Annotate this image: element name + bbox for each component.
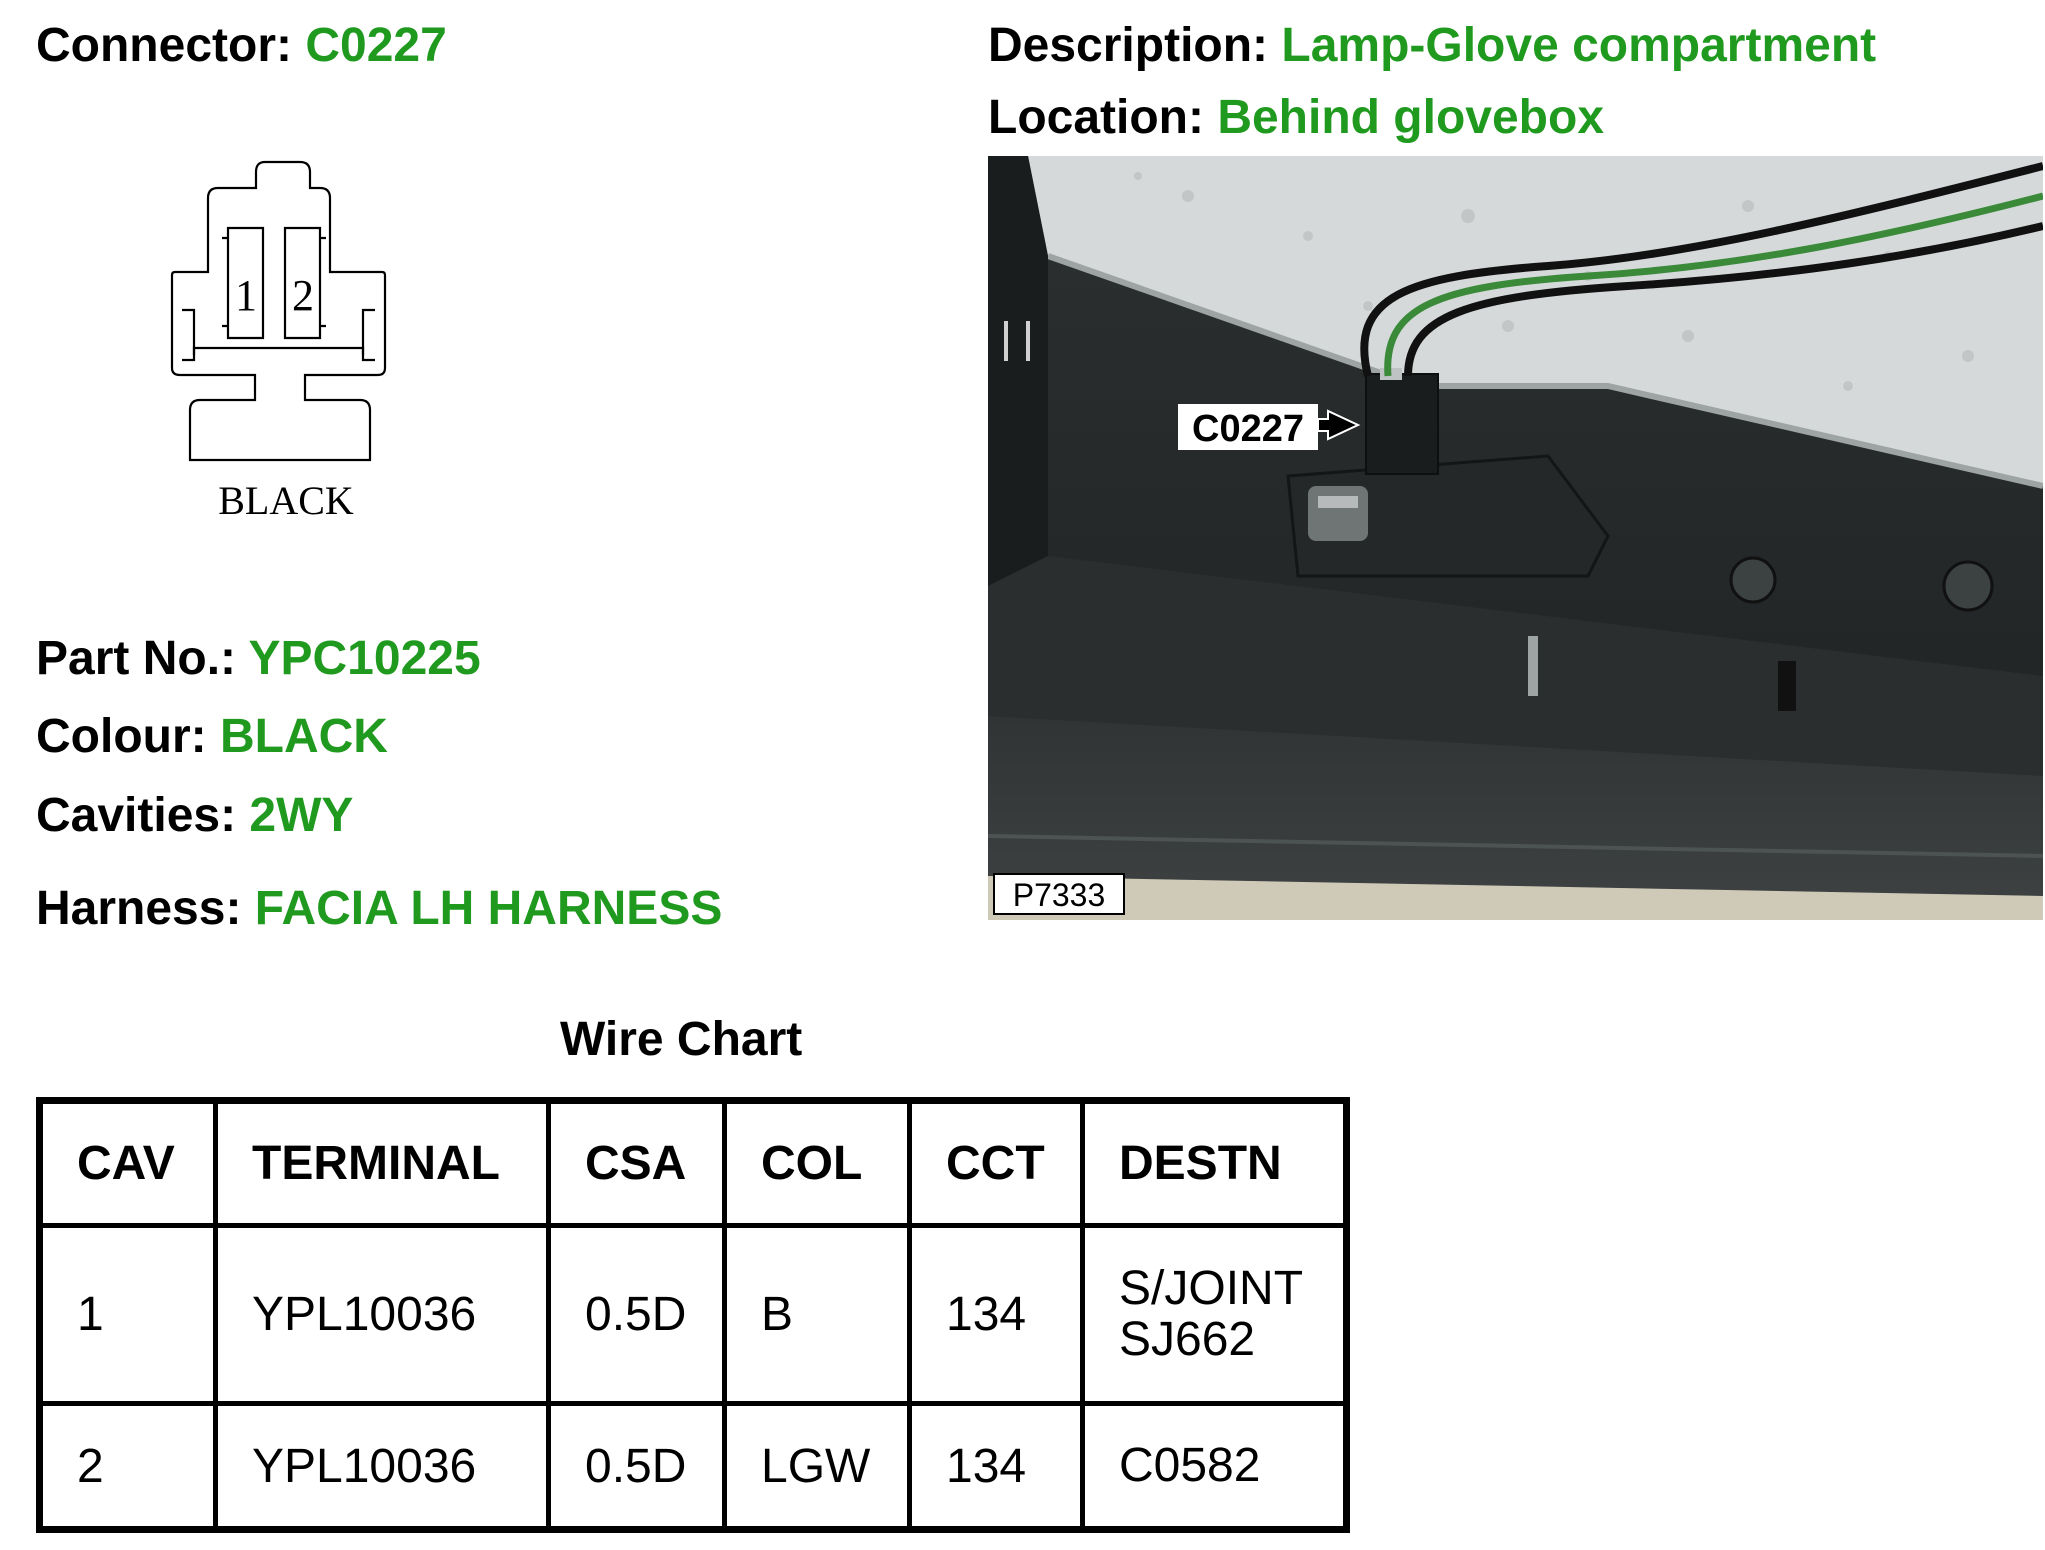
- description-field: [988, 19, 1877, 72]
- wire-chart-title: Wire Chart: [560, 1013, 803, 1066]
- left-latch: [182, 310, 194, 360]
- cell-csa: 0.5D: [549, 1404, 725, 1530]
- part-number-value: YPC10225: [248, 632, 481, 685]
- photo-reference: P7333: [1012, 877, 1106, 913]
- diagram-colour-label: BLACK: [218, 478, 354, 523]
- harness-label: Harness:: [36, 882, 255, 935]
- screw-1: [1731, 558, 1775, 602]
- table-header-row: [40, 1101, 1347, 1226]
- location-field: [988, 91, 1605, 144]
- destn-line: C0582: [1119, 1438, 1261, 1492]
- location-value: Behind glovebox: [1217, 91, 1605, 144]
- cell-terminal: YPL10036: [216, 1226, 549, 1404]
- part-number-label: Part No.:: [36, 632, 249, 685]
- header-col: COL: [725, 1101, 910, 1226]
- header-cct: CCT: [910, 1101, 1083, 1226]
- description-label: Description:: [988, 19, 1282, 72]
- cell-cav: 1: [40, 1226, 216, 1404]
- cell-col: B: [725, 1226, 910, 1404]
- description-value: Lamp-Glove compartment: [1281, 19, 1877, 72]
- header-terminal: TERMINAL: [216, 1101, 549, 1226]
- cell-csa: 0.5D: [549, 1226, 725, 1404]
- colour-field: [36, 710, 388, 763]
- photo-connector-body: [1366, 374, 1438, 474]
- cavities-label: Cavities:: [36, 789, 250, 842]
- screw-2: [1944, 562, 1992, 610]
- right-latch: [363, 310, 375, 360]
- header-destn: DESTN: [1083, 1101, 1347, 1226]
- destn-line: S/JOINT: [1119, 1262, 1304, 1316]
- table-row: [40, 1226, 1347, 1404]
- cavities-value: 2WY: [249, 789, 354, 842]
- connector-face-diagram: [160, 150, 420, 540]
- header-cav: CAV: [40, 1101, 216, 1226]
- cell-col: LGW: [725, 1404, 910, 1530]
- pin-2-label: 2: [292, 271, 314, 320]
- frame-left: [988, 156, 1048, 586]
- colour-value: BLACK: [219, 710, 388, 763]
- photo-callout-label: C0227: [1192, 408, 1304, 450]
- cell-destn: [1083, 1404, 1347, 1530]
- cell-cav: 2: [40, 1404, 216, 1530]
- table-row: [40, 1404, 1347, 1530]
- harness-value: FACIA LH HARNESS: [254, 882, 723, 935]
- location-photo: [988, 156, 2043, 920]
- cell-destn: [1083, 1226, 1347, 1404]
- cell-cct: 134: [910, 1404, 1083, 1530]
- cell-terminal: YPL10036: [216, 1404, 549, 1530]
- cell-cct: 134: [910, 1226, 1083, 1404]
- connector-field: [36, 19, 447, 72]
- cavities-field: [36, 789, 354, 842]
- harness-field: [36, 882, 723, 935]
- destn-line: SJ662: [1119, 1312, 1256, 1366]
- inner-tray: [194, 348, 363, 355]
- connector-value: C0227: [305, 19, 447, 72]
- connector-body-outline: [172, 162, 385, 460]
- colour-label: Colour:: [36, 710, 220, 763]
- header-csa: CSA: [549, 1101, 725, 1226]
- part-number-field: [36, 632, 481, 685]
- lamp-lens: [1308, 486, 1368, 541]
- connector-label: Connector:: [36, 19, 306, 72]
- location-label: Location:: [988, 91, 1218, 144]
- pin-1-label: 1: [235, 271, 257, 320]
- wire-chart-table: [36, 1097, 1350, 1533]
